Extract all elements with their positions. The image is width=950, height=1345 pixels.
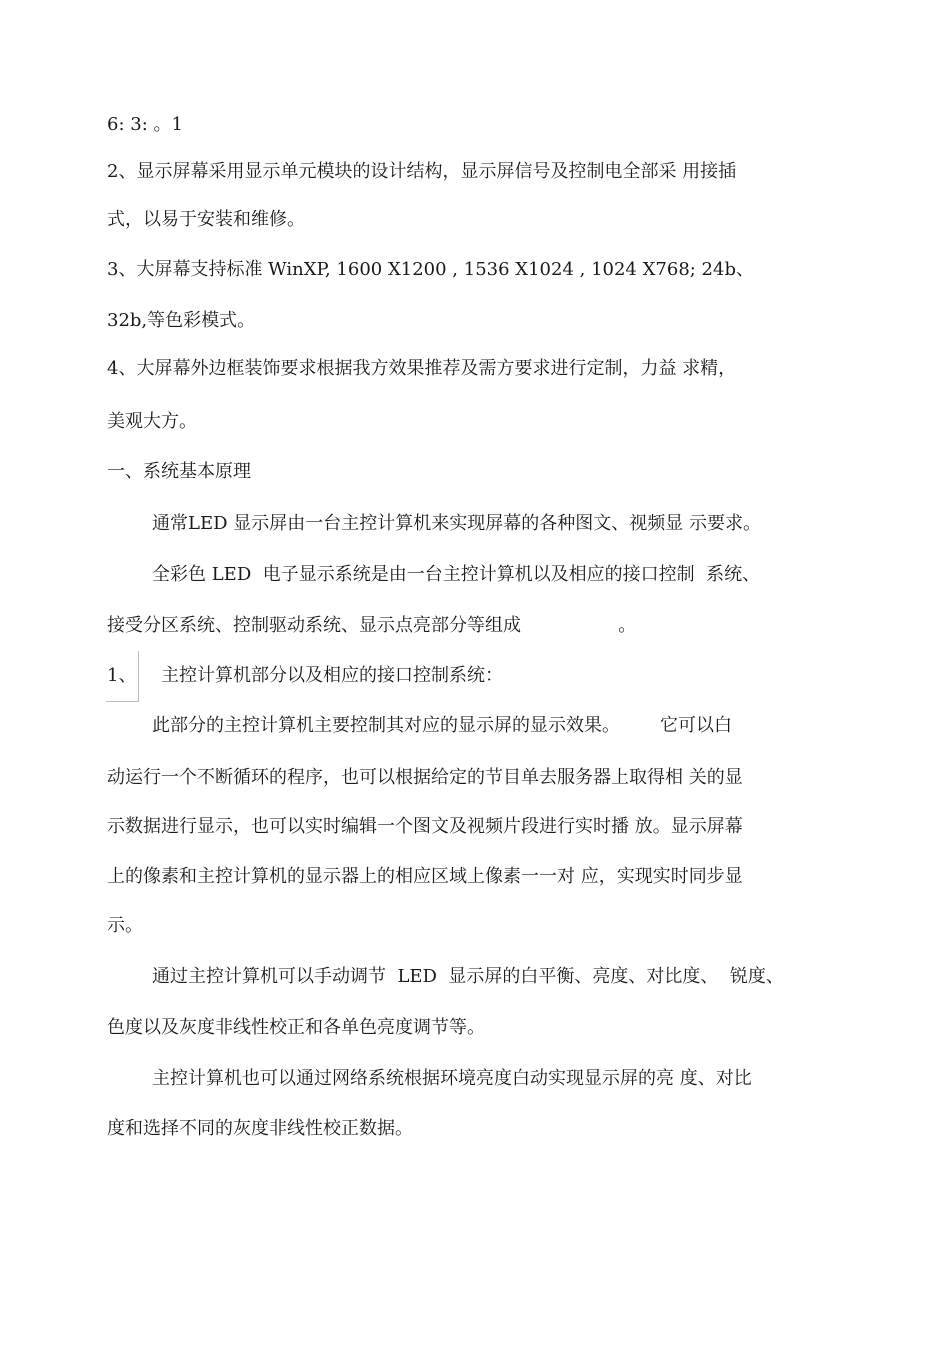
text-line: 上的像素和主控计算机的显示器上的相应区域上像素一一对 应，实现实时同步显 [107,866,743,887]
list-item-number: 1、 [107,665,137,686]
section-heading: 一、系统基本原理 [107,461,251,482]
text-line: 主控计算机也可以通过网络系统根据环境亮度白动实现显示屏的亮 度、对比 [152,1068,752,1089]
text-line: 示。 [107,915,143,936]
text-line: 度和选择不同的灰度非线性校正数据。 [107,1118,413,1139]
text-line: 全彩色 LED 电子显示系统是由一台主控计算机以及相应的接口控制 系统、 [152,564,761,585]
text-line: 色度以及灰度非线性校正和各单色亮度调节等。 [107,1017,485,1038]
text-line: 4、大屏幕外边框装饰要求根据我方效果推荐及需方要求进行定制，力益 求精， [107,358,737,379]
text-line: 接受分区系统、控制驱动系统、显示点亮部分等组成 。 [107,615,637,636]
text-line: 美观大方。 [107,411,197,432]
text-line: 3、大屏幕支持标准 WinXP, 1600 X1200 , 1536 X1024 , 1024 X768; 24b、 [107,259,754,280]
text-line: 32b,等色彩模式。 [107,310,256,331]
list-item-title: 主控计算机部分以及相应的接口控制系统： [161,665,503,686]
text-line: 此部分的主控计算机主要控制其对应的显示屏的显示效果。 它可以白 [152,715,733,736]
text-line: 通常LED 显示屏由一台主控计算机来实现屏幕的各种图文、视频显 示要求。 [152,513,761,534]
text-line: 2、显示屏幕采用显示单元模块的设计结构，显示屏信号及控制电全部采 用接插 [107,161,737,182]
text-line: 式，以易于安装和维修。 [107,209,305,230]
text-line: 示数据进行显示，也可以实时编辑一个图文及视频片段进行实时播 放。显示屏幕 [107,816,743,837]
text-line: 6: 3: 。1 [107,114,183,135]
text-line: 动运行一个不断循环的程序，也可以根据给定的节目单去服务器上取得相 关的显 [107,767,743,788]
text-line: 通过主控计算机可以手动调节 LED 显示屏的白平衡、亮度、对比度、 锐度、 [152,966,784,987]
